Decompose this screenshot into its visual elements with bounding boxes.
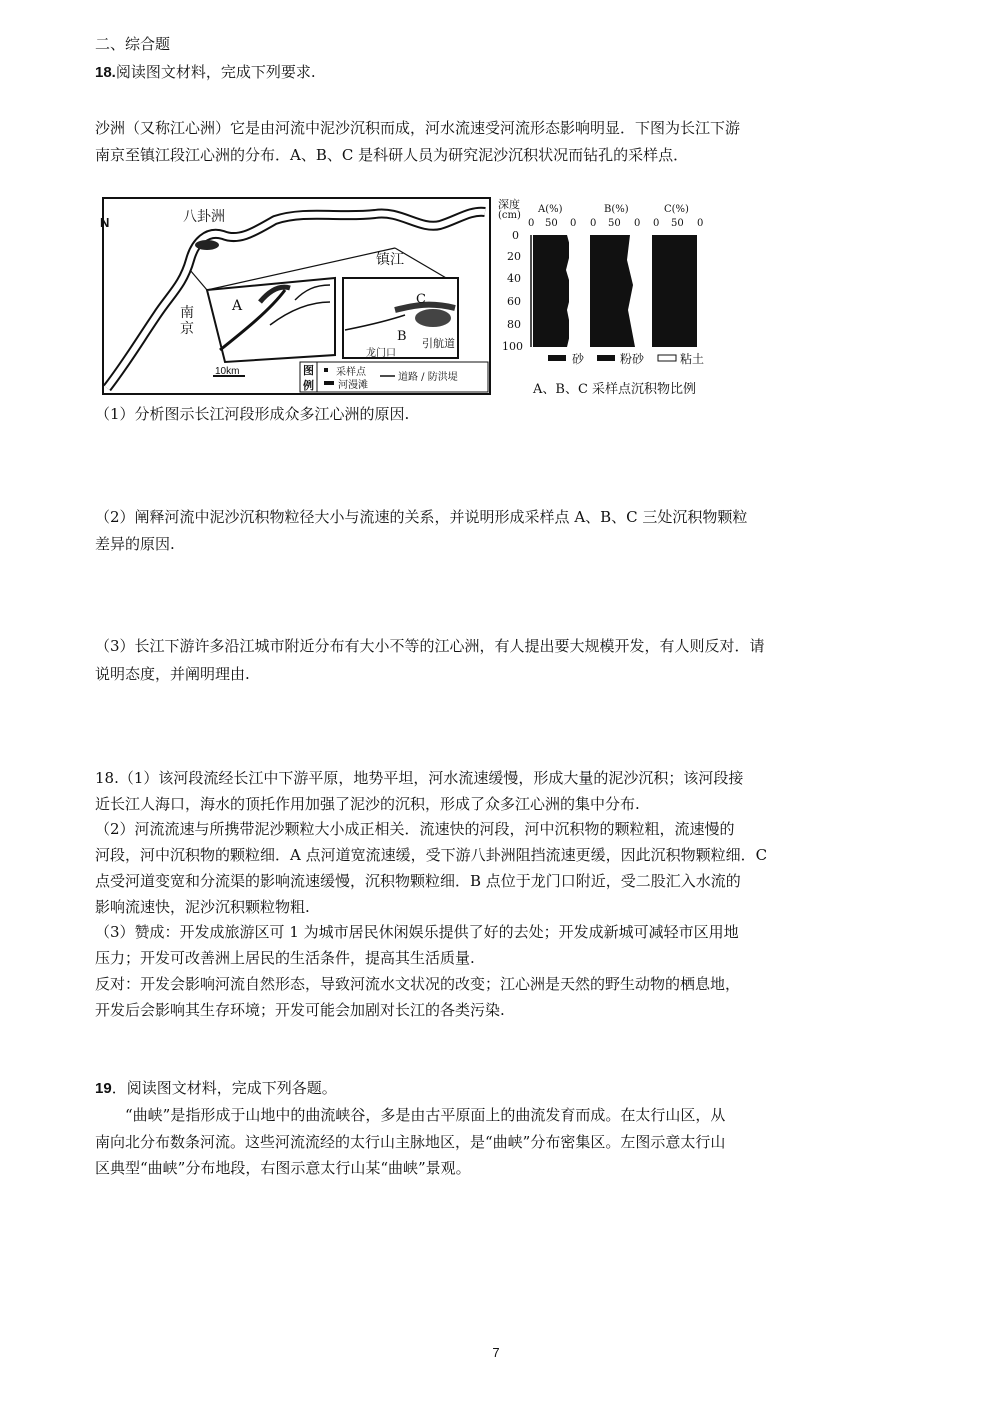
answer18-line4: 河段，河中沉积物的颗粒细．A 点河道宽流速缓，受下游八卦洲阻挡流速更缓，因此沉积物颗粒细．C <box>95 846 768 864</box>
answer18-line7: （3）赞成：开发成旅游区可 1 为城市居民休闲娱乐提供了好的去处；开发成新城可减轻市区用地 <box>95 923 739 941</box>
column-c-tick-0: 0 <box>653 218 660 229</box>
depth-tick-80: 80 <box>507 318 521 331</box>
depth-tick-60: 60 <box>507 295 521 308</box>
q18-intro-line1: 沙洲（又称江心洲）它是由河流中泥沙沉积而成，河水流速受河流形态影响明显．下图为长江下游 <box>95 119 741 137</box>
label-zhenjiang: 镇江 <box>376 252 404 268</box>
chart-caption: A、B、C 采样点沉积物比例 <box>533 382 697 397</box>
chart-ylabel-1: 深度 <box>498 198 520 211</box>
depth-tick-100: 100 <box>502 340 523 353</box>
q19-title <box>95 1078 337 1099</box>
answer18-line8: 压力；开发可改善洲上居民的生活条件，提高其生活质量. <box>95 949 475 967</box>
label-scale: 10km <box>215 366 240 377</box>
chart-ylabel-2: (cm) <box>498 210 521 221</box>
legend-title-1: 图 <box>303 364 314 377</box>
q18-intro-line2: 南京至镇江段江心洲的分布．A、B、C 是科研人员为研究泥沙沉积状况而钻孔的采样点． <box>95 146 689 164</box>
column-c-tick-50: 50 <box>671 218 684 229</box>
q18-sub2-line1: （2）阐释河流中泥沙沉积物粒径大小与流速的关系，并说明形成采样点 A、B、C 三处沉积物颗粒 <box>95 508 748 526</box>
bagua-island <box>195 240 219 250</box>
q18-number: 18. <box>95 64 116 81</box>
label-point-b: B <box>397 329 407 344</box>
q19-para-line2: 南向北分布数条河流。这些河流流经的太行山主脉地区，是“曲峡”分布密集区。左图示意太行山 <box>95 1133 726 1151</box>
legend-silt: 粉砂 <box>620 352 645 366</box>
legend-beach: 河漫滩 <box>338 380 368 391</box>
column-b-name: B(%) <box>604 204 629 215</box>
north-arrow-icon: N <box>100 215 110 230</box>
column-b-tick-0: 0 <box>590 218 597 229</box>
column-a-tick-end: 0 <box>570 218 577 229</box>
answer18-line10: 开发后会影响其生存环境；开发可能会加剧对长江的各类污染. <box>95 1001 505 1019</box>
label-nanjing: 南京 <box>180 305 194 337</box>
answer18-line3: （2）河流流速与所携带泥沙颗粒大小成正相关．流速快的河段，河中沉积物的颗粒粗，流速慢的 <box>95 820 735 838</box>
legend-title-2: 例 <box>303 379 314 392</box>
q19-title-text: ．阅读图文材料，完成下列各题。 <box>111 1079 337 1097</box>
q19-para-line3: 区典型“曲峡”分布地段，右图示意太行山某“曲峡”景观。 <box>95 1159 471 1177</box>
column-c-bar <box>652 235 704 347</box>
legend-sample: 采样点 <box>336 367 366 378</box>
column-a-name: A(%) <box>538 204 563 215</box>
column-a-tick-0: 0 <box>528 218 535 229</box>
legend-road: 道路 / 防洪堤 <box>398 372 458 383</box>
answer18-line9: 反对：开发会影响河流自然形态，导致河流水文状况的改变；江心洲是天然的野生动物的栖息地， <box>95 975 741 993</box>
answer18-line6: 影响流速快，泥沙沉积颗粒物粗. <box>95 898 310 916</box>
depth-tick-0: 0 <box>512 229 519 242</box>
label-bagua: 八卦洲 <box>183 209 225 225</box>
map-legend-box <box>300 362 488 392</box>
q18-sub3-line1: （3）长江下游许多沿江城市附近分布有大小不等的江心洲，有人提出要大规模开发，有人则反对．请 <box>95 637 765 655</box>
legend-clay: 粘土 <box>680 352 705 366</box>
label-point-c: C <box>416 292 426 307</box>
section-title: 二、综合题 <box>95 35 171 53</box>
q19-para-line1: “曲峡”是指形成于山地中的曲流峡谷，多是由古平原面上的曲流发育而成。在太行山区，从 <box>125 1106 726 1124</box>
column-b-tick-50: 50 <box>608 218 621 229</box>
depth-tick-40: 40 <box>507 272 521 285</box>
q18-sub1: （1）分析图示长江河段形成众多江心洲的原因. <box>95 405 410 423</box>
answer18-line5: 点受河道变宽和分流渠的影响流速缓慢，沉积物颗粒细．B 点位于龙门口附近，受二股汇入水流的 <box>95 872 741 890</box>
column-a-tick-50: 50 <box>545 218 558 229</box>
column-b-tick-end: 0 <box>634 218 641 229</box>
q18-title-text: 阅读图文材料，完成下列要求. <box>115 63 316 81</box>
answer18-line2: 近长江人海口，海水的顶托作用加强了泥沙的沉积，形成了众多江心洲的集中分布. <box>95 795 640 813</box>
label-point-a: A <box>232 298 243 314</box>
depth-tick-20: 20 <box>507 250 521 263</box>
answer18-line1: 18.（1）该河段流经长江中下游平原，地势平坦，河水流速缓慢，形成大量的泥沙沉积；该河段接 <box>95 769 744 787</box>
label-longmenkou: 龙门口 <box>366 348 396 359</box>
column-c-tick-end: 0 <box>697 218 704 229</box>
label-yinhangdao: 引航道 <box>422 337 455 350</box>
q18-title <box>95 62 316 83</box>
q19-number: 19 <box>95 1080 112 1097</box>
page-number: 7 <box>492 1345 500 1360</box>
legend-sand: 砂 <box>572 352 585 366</box>
q18-sub3-line2: 说明态度，并阐明理由. <box>95 665 250 683</box>
column-c-name: C(%) <box>664 204 689 215</box>
q18-sub2-line2: 差异的原因. <box>95 535 175 553</box>
